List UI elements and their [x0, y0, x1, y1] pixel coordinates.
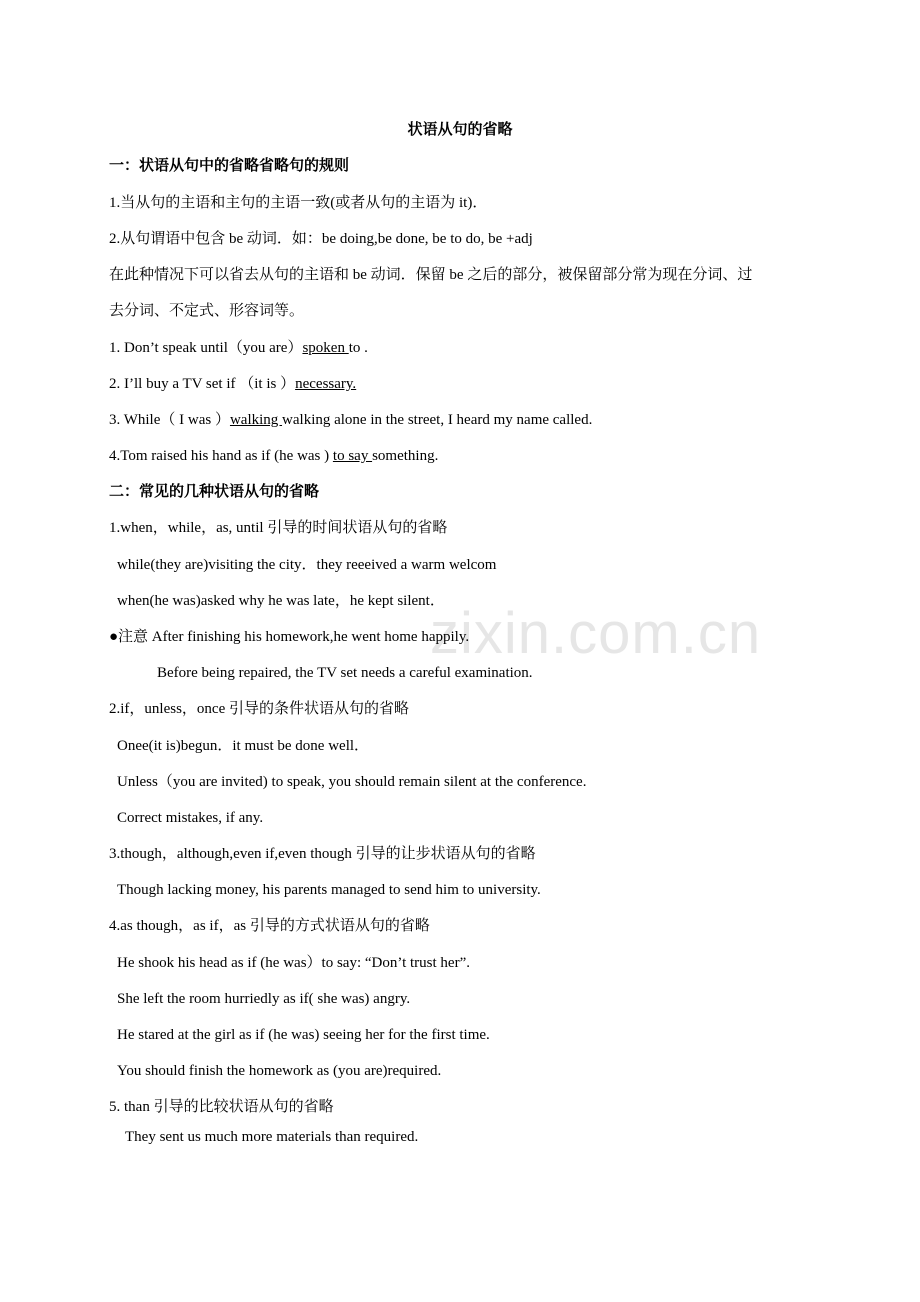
example-pre: 2. I’ll buy a TV set if （it is ）	[109, 376, 296, 392]
page-title: 状语从句的省略	[407, 122, 513, 138]
rule-para-line-2: 去分词、不定式、形容词等。	[109, 303, 305, 319]
example-post: to .	[348, 340, 368, 356]
sentence-line: They sent us much more materials than required.	[125, 1129, 419, 1145]
sentence-line: Unless（you are invited) to speak, you should remain silent at the conference.	[117, 774, 587, 790]
rule-2: 2.从句谓语中包含 be 动词．如：be doing,be done, be to do, be +adj	[109, 231, 533, 247]
subheading-manner: 4.as though，as if，as 引导的方式状语从句的省略	[109, 918, 430, 934]
sentence-line: while(they are)visiting the city．they reeeived a warm welcom	[117, 557, 497, 573]
section1-heading: 一：状语从句中的省略省略句的规则	[109, 158, 350, 174]
watermark: zixin.com.cn	[430, 601, 762, 666]
subheading-concession: 3.though，although,even if,even though 引导的让步状语从句的省略	[109, 846, 536, 862]
sentence-line: when(he was)asked why he was late，he kept silent．	[117, 593, 445, 609]
sentence-line: Before being repaired, the TV set needs a careful examination.	[157, 665, 533, 681]
sentence-line: You should finish the homework as (you are)required.	[117, 1063, 442, 1079]
sentence-line: Correct mistakes, if any.	[117, 810, 264, 826]
sentence-line: Though lacking money, his parents managed to send him to university.	[117, 882, 541, 898]
example-pre: 4.Tom raised his hand as if (he was )	[109, 448, 333, 464]
note-line: ●注意 After finishing his homework,he went home happily.	[109, 629, 470, 645]
sentence-line: He stared at the girl as if (he was) seeing her for the first time.	[117, 1027, 490, 1043]
example-answer: spoken	[302, 340, 349, 356]
sentence-line: Onee(it is)begun．it must be done well．	[117, 738, 370, 754]
section2-heading: 二：常见的几种状语从句的省略	[109, 484, 320, 500]
example-3	[109, 410, 592, 430]
subheading-condition: 2.if，unless，once 引导的条件状语从句的省略	[109, 701, 409, 717]
sentence-line: She left the room hurriedly as if( she was) angry.	[117, 991, 411, 1007]
example-1	[109, 338, 368, 358]
rule-1: 1.当从句的主语和主句的主语一致(或者从句的主语为 it)．	[109, 195, 488, 211]
example-pre: 1. Don’t speak until（you are）	[109, 340, 303, 356]
example-post: walking alone in the street, I heard my name called.	[282, 412, 593, 428]
subheading-time: 1.when，while，as, until 引导的时间状语从句的省略	[109, 520, 448, 536]
subheading-comparison: 5. than 引导的比较状语从句的省略	[109, 1099, 334, 1115]
example-pre: 3. While（ I was ）	[109, 412, 230, 428]
rule-para-line-1: 在此种情况下可以省去从句的主语和 be 动词．保留 be 之后的部分，被保留部分常为现在分词、过	[109, 267, 753, 283]
example-answer: necessary.	[295, 376, 357, 392]
example-2	[109, 374, 356, 394]
sentence-line: He shook his head as if (he was）to say: “Don’t trust her”.	[117, 955, 470, 971]
example-answer: to say	[332, 448, 373, 464]
example-4	[109, 446, 438, 466]
example-answer: walking	[229, 412, 283, 428]
example-post: something.	[372, 448, 439, 464]
